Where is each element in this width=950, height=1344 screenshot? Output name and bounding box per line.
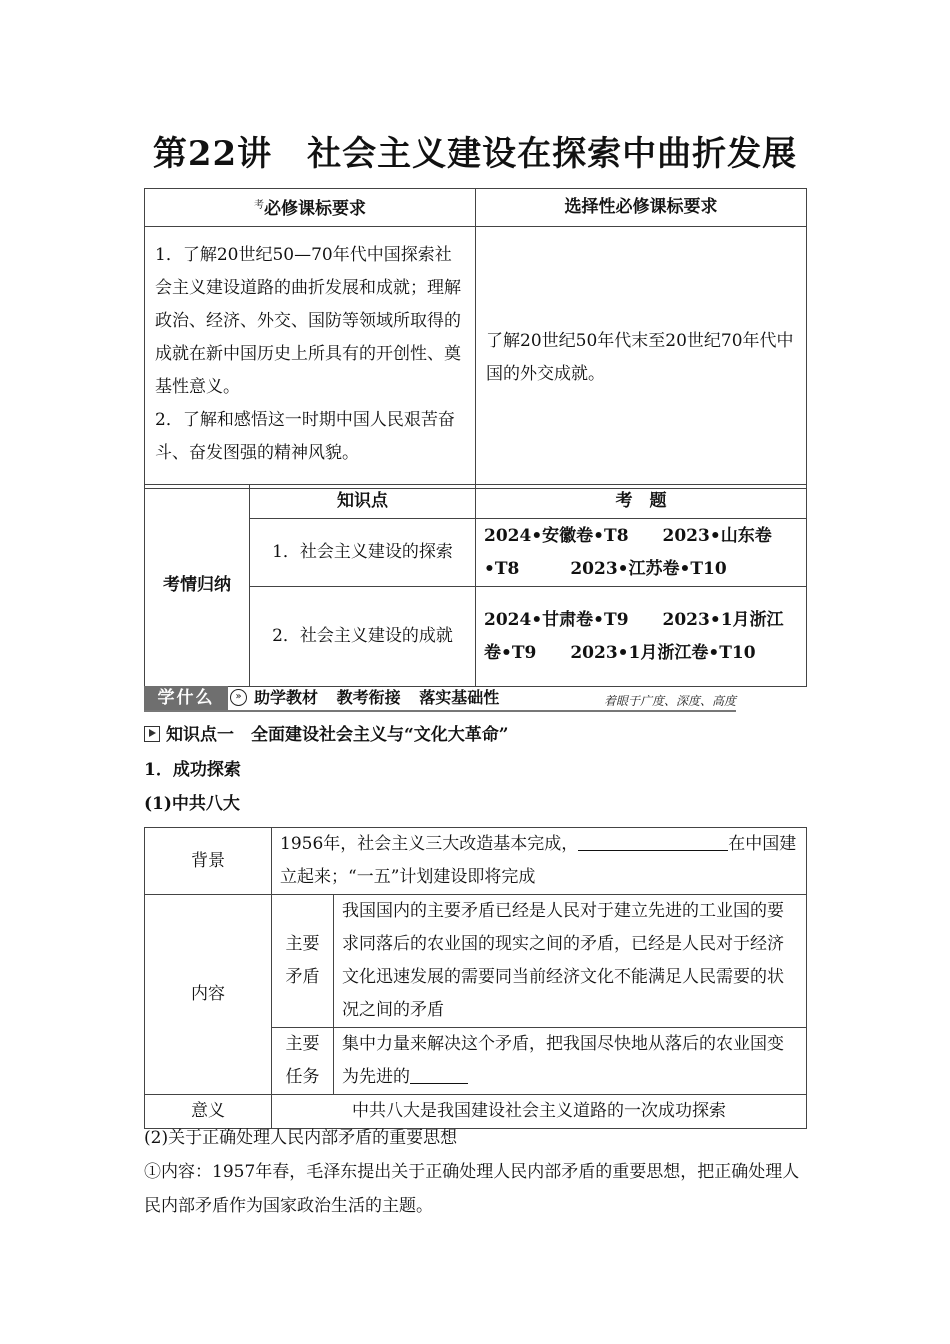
required-standard-1: 1．了解20世纪50—70年代中国探索社会主义建设道路的曲折发展和成就；理解政治、经济、外交、国防等领域所取得的成就在新中国历史上所具有的开创性、奠基性意义。 xyxy=(155,245,461,397)
subheading-success: 1．成功探索 xyxy=(144,760,241,780)
banner-items xyxy=(254,686,512,710)
knowledge-point-header: 知识点 xyxy=(250,485,476,519)
elective-standards-cell: 了解20世纪50年代末至20世纪70年代中国的外交成就。 xyxy=(476,227,807,489)
knowledge-point-1: 1．社会主义建设的探索 xyxy=(250,519,476,587)
answer-blank[interactable] xyxy=(410,1062,468,1084)
knowledge-point-heading: 知识点一 全面建设社会主义与“文化大革命” xyxy=(144,719,509,752)
subheading-eighth-congress: (1)中共八大 xyxy=(144,794,240,814)
content-label: 内容 xyxy=(145,895,272,1095)
meaning-label: 意义 xyxy=(145,1095,272,1129)
banner-item: 教考衔接 xyxy=(336,688,401,707)
page-title: 第22讲 社会主义建设在探索中曲折发展 xyxy=(152,134,798,174)
play-triangle-icon xyxy=(144,726,160,742)
banner-item: 助学教材 xyxy=(254,688,319,707)
required-standards-cell xyxy=(145,227,476,489)
banner-item: 落实基础性 xyxy=(419,688,500,707)
banner-divider xyxy=(144,710,736,712)
answer-blank[interactable] xyxy=(578,829,728,851)
main-task-label: 主要任务 xyxy=(272,1028,334,1095)
exam-questions-2: 2024•甘肃卷•T9 2023•1月浙江卷•T9 2023•1月浙江卷•T10 xyxy=(476,587,807,687)
main-conflict-label: 主要矛盾 xyxy=(272,895,334,1028)
subheading-internal-contradictions: (2)关于正确处理人民内部矛盾的重要思想 xyxy=(144,1128,458,1148)
section-banner xyxy=(144,686,736,712)
banner-label: 学什么 xyxy=(144,686,228,710)
background-label: 背景 xyxy=(145,828,272,895)
exam-summary-table xyxy=(144,484,807,687)
knowledge-point-2: 2．社会主义建设的成就 xyxy=(250,587,476,687)
required-standard-2: 2．了解和感悟这一时期中国人民艰苦奋斗、奋发图强的精神风貌。 xyxy=(155,410,455,463)
main-conflict-text: 我国国内的主要矛盾已经是人民对于建立先进的工业国的要求同落后的农业国的现实之间的矛盾，已经是人民对于经济文化迅速发展的需要同当前经济文化不能满足人民需要的状况之间的矛盾 xyxy=(334,895,807,1028)
content-paragraph: ①内容：1957年春，毛泽东提出关于正确处理人民内部矛盾的重要思想，把正确处理人民内部矛盾作为国家政治生活的主题。 xyxy=(144,1162,800,1216)
background-text: 1956年，社会主义三大改造基本完成， 在中国建立起来；“一五”计划建设即将完成 xyxy=(272,828,807,895)
exam-questions-1: 2024•安徽卷•T8 2023•山东卷•T8 2023•江苏卷•T10 xyxy=(476,519,807,587)
header-mark: 考 xyxy=(254,200,264,211)
banner-tagline: 着眼于广度、深度、高度 xyxy=(603,694,736,708)
curriculum-standards-table xyxy=(144,188,807,489)
main-task-text: 集中力量来解决这个矛盾，把我国尽快地从落后的农业国变为先进的 xyxy=(334,1028,807,1095)
exam-question-header: 考 题 xyxy=(476,485,807,519)
exam-summary-label: 考情归纳 xyxy=(145,485,250,687)
required-standards-header: $^考$必修课标要求 xyxy=(145,189,476,227)
meaning-text: 中共八大是我国建设社会主义道路的一次成功探索 xyxy=(272,1095,807,1129)
eighth-congress-table xyxy=(144,827,807,1129)
double-chevron-icon: » xyxy=(230,689,247,706)
elective-standards-header: 选择性必修课标要求 xyxy=(476,189,807,227)
